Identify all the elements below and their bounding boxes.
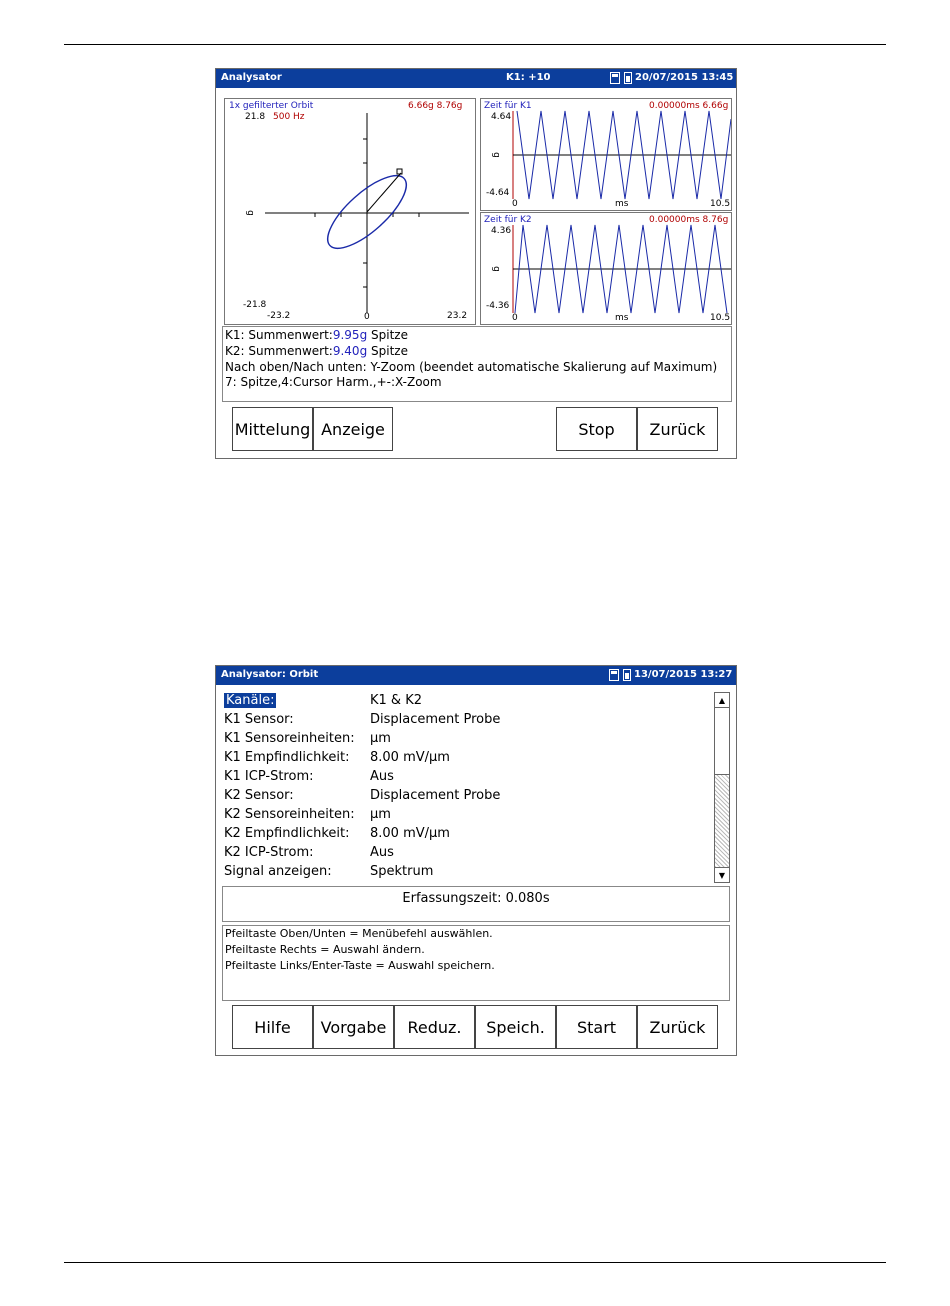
k1-overall-value: K1: Summenwert:9.95g Spitze [225, 328, 408, 342]
title-bar [216, 69, 736, 88]
stop-button[interactable]: Stop [556, 407, 637, 451]
orbit-xzero: 0 [364, 312, 370, 322]
analyzer-screen [215, 68, 737, 459]
back-button[interactable]: Zurück [637, 1005, 718, 1049]
page-top-rule [64, 44, 886, 45]
start-button[interactable]: Start [556, 1005, 637, 1049]
zoom-hint: Nach oben/Nach unten: Y-Zoom (beendet automatische Skalierung auf Maximum) [225, 360, 718, 374]
time-waveform-k2[interactable] [480, 212, 732, 325]
battery-icon [623, 669, 631, 681]
key-hint: 7: Spitze,4:Cursor Harm.,+-:X-Zoom [225, 375, 442, 389]
orbit-ymin: -21.8 [243, 300, 267, 310]
settings-row-label: K1 Sensoreinheiten: [224, 731, 355, 746]
time-k2-svg [481, 213, 731, 324]
settings-scrollbar[interactable] [714, 692, 730, 883]
scroll-thumb[interactable] [715, 708, 729, 775]
hint-line: Pfeiltaste Oben/Unten = Menübefehl auswählen. [225, 927, 493, 940]
settings-row-value: 8.00 mV/µm [370, 826, 450, 841]
k2-ymax: 4.36 [491, 226, 512, 236]
orbit-plot[interactable] [224, 98, 476, 325]
acquisition-time-box [222, 886, 730, 922]
help-button[interactable]: Hilfe [232, 1005, 313, 1049]
reduce-button[interactable]: Reduz. [394, 1005, 475, 1049]
hint-line: Pfeiltaste Links/Enter-Taste = Auswahl speichern. [225, 959, 495, 972]
k2-xmin: 0 [512, 313, 518, 323]
display-button[interactable]: Anzeige [313, 407, 393, 451]
battery-icon [624, 72, 632, 84]
back-button[interactable]: Zurück [637, 407, 718, 451]
settings-row-label: K2 Sensoreinheiten: [224, 807, 355, 822]
orbit-top-values: 6.66g 8.76g [408, 101, 463, 111]
scroll-up-arrow-icon[interactable]: ▲ [715, 693, 729, 708]
k1-overall-number: 9.95g [332, 328, 368, 342]
time-k1-svg [481, 99, 731, 210]
settings-row-value: Displacement Probe [370, 788, 501, 803]
page-bottom-rule [64, 1262, 886, 1263]
settings-row-value: Aus [370, 845, 394, 860]
settings-row-label: K1 Empfindlichkeit: [224, 750, 350, 765]
time-waveform-k1[interactable] [480, 98, 732, 211]
default-button[interactable]: Vorgabe [313, 1005, 394, 1049]
scroll-down-arrow-icon[interactable]: ▼ [715, 867, 729, 882]
channel-indicator: K1: +10 [506, 72, 551, 83]
settings-row-value: Aus [370, 769, 394, 784]
orbit-setup-screen [215, 665, 737, 1056]
settings-row-label: K1 Sensor: [224, 712, 294, 727]
k1-ymin: -4.64 [486, 188, 510, 198]
k2-cursor: 0.00000ms 8.76g [649, 215, 729, 225]
k1-yunit: g [490, 152, 501, 158]
app-title: Analysator [221, 72, 282, 83]
k1-ymax: 4.64 [491, 112, 512, 122]
k1-xmax: 10.5 [710, 199, 731, 209]
settings-row-value: K1 & K2 [370, 693, 422, 708]
orbit-plot-svg [225, 99, 475, 324]
sd-card-icon [609, 669, 619, 681]
k2-overall-value: K2: Summenwert:9.40g Spitze [225, 344, 408, 358]
k2-overall-number: 9.40g [332, 344, 368, 358]
settings-row-value: Displacement Probe [370, 712, 501, 727]
settings-row-label: K2 Empfindlichkeit: [224, 826, 350, 841]
settings-row-label: Kanäle: [226, 693, 275, 708]
k2-title: Zeit für K2 [484, 215, 532, 225]
k1-xmin: 0 [512, 199, 518, 209]
app-title: Analysator: Orbit [221, 669, 319, 680]
k2-yunit: g [490, 266, 501, 272]
settings-row-value: 8.00 mV/µm [370, 750, 450, 765]
settings-row-value: Spektrum [370, 864, 434, 879]
settings-row-value: µm [370, 731, 391, 746]
settings-row-label: K2 Sensor: [224, 788, 294, 803]
acquisition-time: Erfassungszeit: 0.080s [402, 891, 550, 906]
k2-xunit: ms [615, 313, 629, 323]
settings-row-label: K1 ICP-Strom: [224, 769, 314, 784]
hint-line: Pfeiltaste Rechts = Auswahl ändern. [225, 943, 425, 956]
save-button[interactable]: Speich. [475, 1005, 556, 1049]
date-time: 20/07/2015 13:45 [635, 72, 734, 83]
orbit-ylabel: g [244, 210, 255, 216]
k2-xmax: 10.5 [710, 313, 731, 323]
key-hints-box [222, 925, 730, 1001]
date-time: 13/07/2015 13:27 [634, 669, 733, 680]
orbit-ymax: 21.8 [245, 112, 266, 122]
sd-card-icon [610, 72, 620, 84]
title-bar [216, 666, 736, 685]
scroll-track[interactable] [715, 775, 729, 867]
k1-title: Zeit für K1 [484, 101, 532, 111]
orbit-xmin: -23.2 [267, 311, 291, 321]
orbit-frequency: 500 Hz [273, 112, 305, 122]
settings-row-label: Signal anzeigen: [224, 864, 332, 879]
averaging-button[interactable]: Mittelung [232, 407, 313, 451]
orbit-title: 1x gefilterter Orbit [229, 101, 314, 111]
k1-cursor: 0.00000ms 6.66g [649, 101, 729, 111]
k1-xunit: ms [615, 199, 629, 209]
settings-row-value: µm [370, 807, 391, 822]
measurement-info [222, 326, 732, 402]
settings-row-label: K2 ICP-Strom: [224, 845, 314, 860]
k2-ymin: -4.36 [486, 301, 510, 311]
orbit-xmax: 23.2 [447, 311, 468, 321]
